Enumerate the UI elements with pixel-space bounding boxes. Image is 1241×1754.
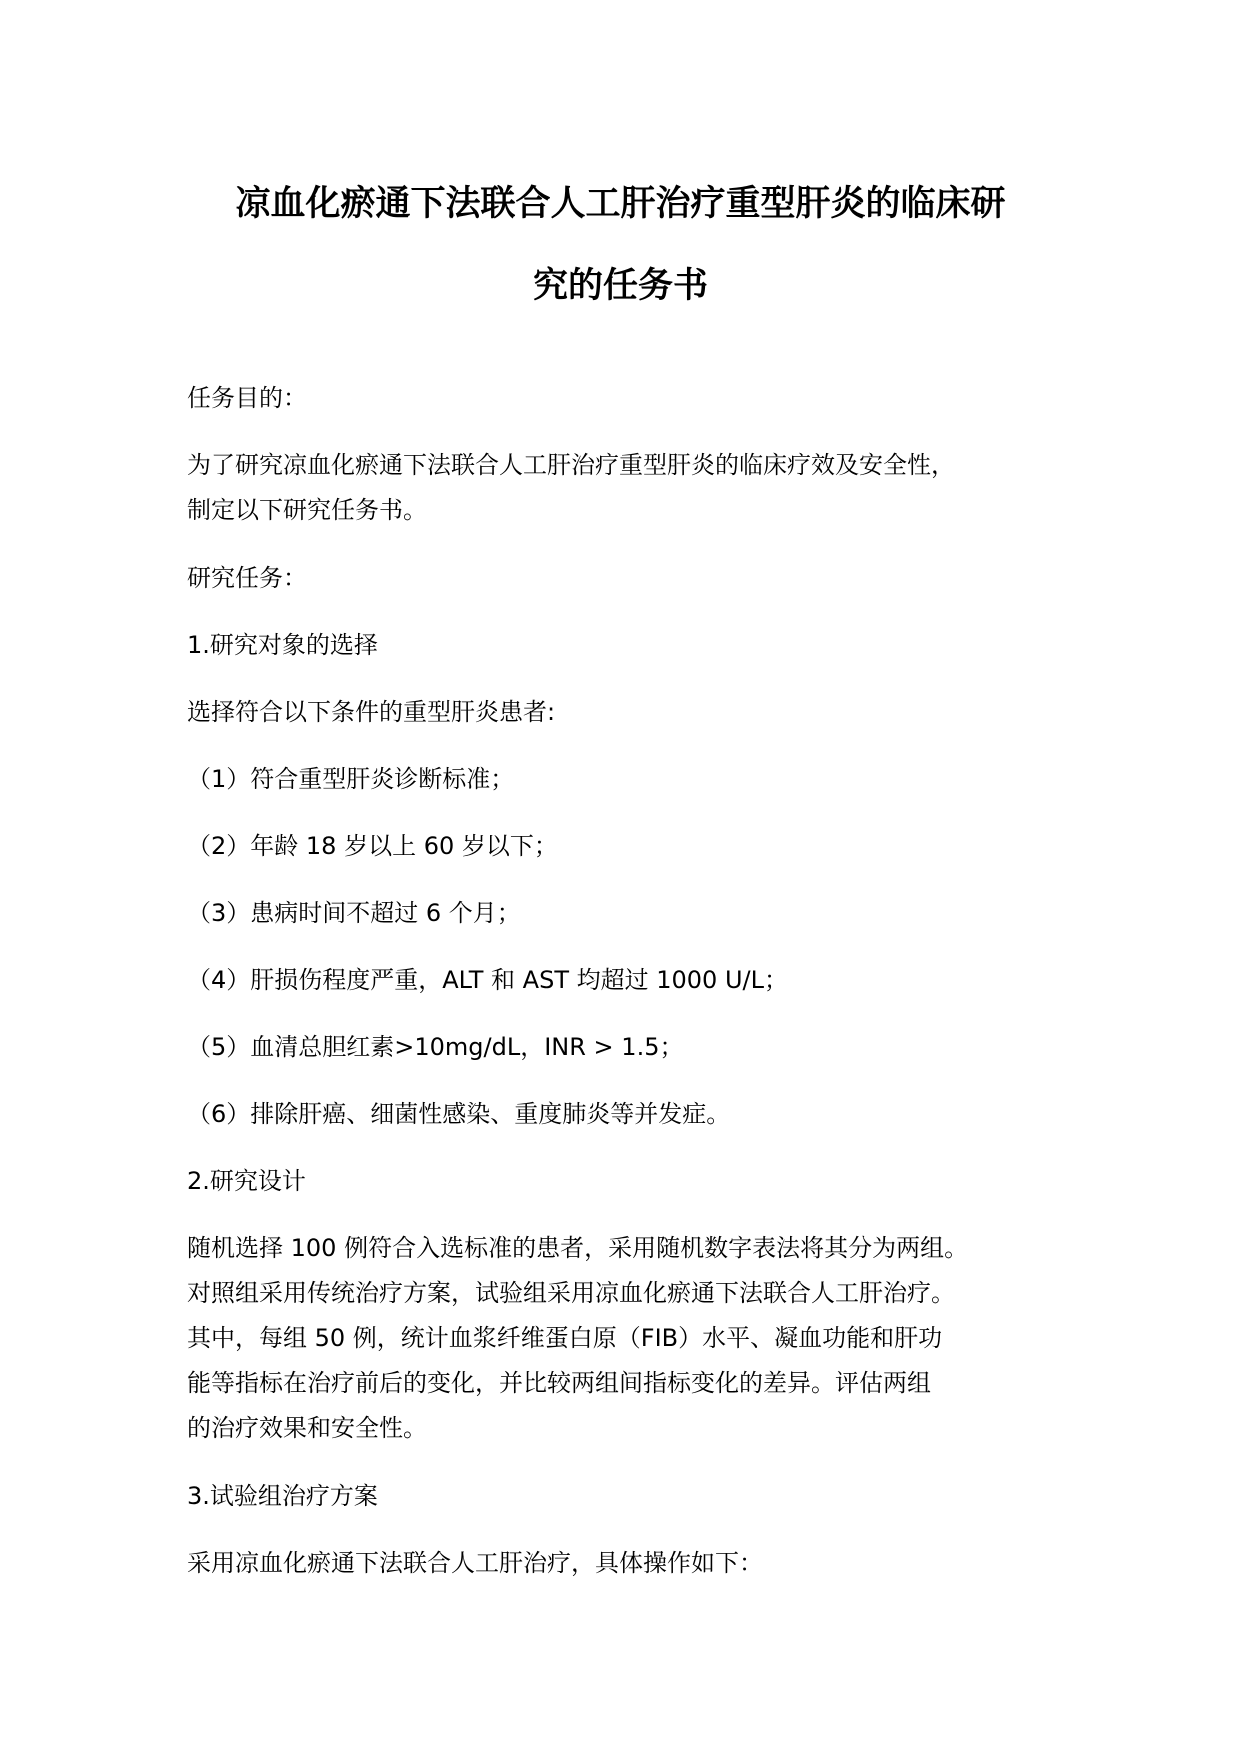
document-title-line-2: 究的任务书 [532,266,708,306]
section-2-text-line-5: 的治疗效果和安全性。 [187,1414,427,1442]
document-title-line-1: 凉血化瘀通下法联合人工肝治疗重型肝炎的临床研 [235,184,1006,224]
section-2-text-line-3: 其中，每组 50 例，统计血浆纤维蛋白原（FIB）水平、凝血功能和肝功 [187,1324,943,1352]
section-3-heading: 3.试验组治疗方案 [187,1482,378,1510]
criteria-item-6: （6）排除肝癌、细菌性感染、重度肺炎等并发症。 [187,1100,731,1128]
criteria-item-3: （3）患病时间不超过 6 个月； [187,899,521,927]
section-1-heading: 1.研究对象的选择 [187,631,378,659]
criteria-item-1: （1）符合重型肝炎诊断标准； [187,765,515,793]
purpose-text-line-2: 制定以下研究任务书。 [187,496,427,524]
criteria-item-2: （2）年龄 18 岁以上 60 岁以下； [187,832,558,860]
section-2-heading: 2.研究设计 [187,1167,306,1195]
purpose-text-line-1: 为了研究凉血化瘀通下法联合人工肝治疗重型肝炎的临床疗效及安全性， [187,451,955,479]
section-1-intro: 选择符合以下条件的重型肝炎患者: [187,698,556,726]
section-2-text-line-1: 随机选择 100 例符合入选标准的患者，采用随机数字表法将其分为两组。 [187,1234,969,1262]
criteria-item-4: （4）肝损伤程度严重，ALT 和 AST 均超过 1000 U/L； [187,966,788,994]
criteria-item-5: （5）血清总胆红素>10mg/dL，INR > 1.5； [187,1033,684,1061]
purpose-heading: 任务目的： [187,384,307,412]
section-2-text-line-2: 对照组采用传统治疗方案，试验组采用凉血化瘀通下法联合人工肝治疗。 [187,1279,955,1307]
tasks-heading: 研究任务： [187,564,307,592]
section-3-intro: 采用凉血化瘀通下法联合人工肝治疗，具体操作如下： [187,1549,763,1577]
section-2-text-line-4: 能等指标在治疗前后的变化，并比较两组间指标变化的差异。评估两组 [187,1369,931,1397]
